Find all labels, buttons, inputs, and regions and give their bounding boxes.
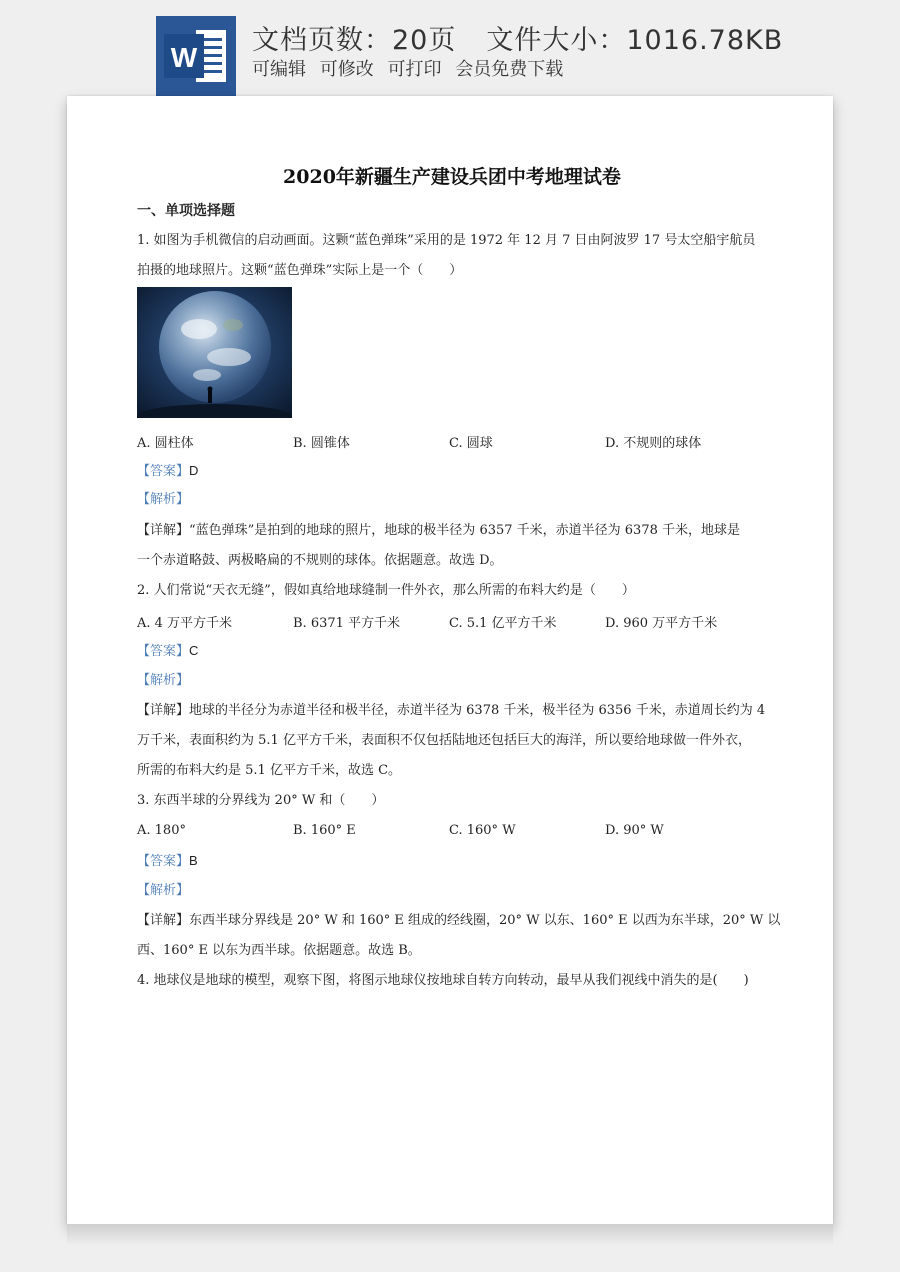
page-shadow (67, 1224, 833, 1246)
q2-option-a: A. 4 万平方千米 (137, 616, 233, 631)
feature-modifiable: 可修改 (319, 59, 374, 80)
feature-printable: 可打印 (387, 59, 442, 80)
banner-features (252, 55, 571, 81)
q3-option-b: B. 160° E (293, 823, 356, 838)
svg-text:W: W (170, 42, 198, 73)
feature-member-download: 会员免费下载 (455, 59, 564, 80)
q3-detail-line-2: 西、160° E 以东为西半球。依据题意。故选 B。 (137, 943, 421, 958)
detail-tag: 【详解】 (137, 913, 190, 928)
q2-option-d: D. 960 万平方千米 (605, 616, 718, 631)
analysis-tag: 【解析】 (137, 492, 190, 507)
detail-text: 东西半球分界线是 20° W 和 160° E 组成的经线圈，20° W 以东、160° E 以西为东半球，20° W 以 (189, 913, 781, 928)
detail-text: “蓝色弹珠”是拍到的地球的照片，地球的极半径为 6357 千米，赤道半径为 6378 千米，地球是 (189, 523, 741, 538)
detail-tag: 【详解】 (137, 523, 190, 538)
q3-option-d: D. 90° W (605, 823, 664, 838)
file-size: 文件大小：1016.78KB (486, 25, 784, 56)
q1-option-d: D. 不规则的球体 (605, 436, 702, 451)
q2-answer (137, 643, 198, 660)
q2-detail-line-2: 万千米，表面积约为 5.1 亿平方千米，表面积不仅包括陆地还包括巨大的海洋，所以要给地球做一件外衣， (137, 733, 751, 748)
answer-tag: 【答案】 (137, 854, 190, 869)
page-count: 文档页数：20页 (252, 25, 457, 56)
answer-tag: 【答案】 (137, 464, 190, 479)
download-banner (0, 0, 900, 96)
q2-detail-line-3: 所需的布料大约是 5.1 亿平方千米，故选 C。 (137, 763, 402, 778)
earth-photo (137, 287, 292, 418)
question-4-line-1: 4. 地球仪是地球的模型，观察下图，将图示地球仪按地球自转方向转动，最早从我们视线中消失的是( ) (137, 973, 749, 988)
q1-option-a: A. 圆柱体 (137, 436, 194, 451)
question-1-line-2: 拍摄的地球照片。这颗“蓝色弹珠”实际上是一个（ ） (137, 263, 463, 278)
banner-file-info (252, 18, 783, 57)
q1-option-c: C. 圆球 (449, 436, 493, 451)
q2-option-b: B. 6371 平方千米 (293, 616, 401, 631)
question-1-line-1: 1. 如图为手机微信的启动画面。这颗“蓝色弹珠”采用的是 1972 年 12 月 7 日由阿波罗 17 号太空船宇航员 (137, 233, 756, 248)
q1-detail-line-1 (137, 523, 740, 539)
answer-tag: 【答案】 (137, 644, 190, 659)
detail-text: 地球的半径分为赤道半径和极半径，赤道半径为 6378 千米，极半径为 6356 千米，赤道周长约为 4 (189, 703, 766, 718)
section-heading: 一、单项选择题 (137, 203, 235, 219)
q1-detail-line-2: 一个赤道略鼓、两极略扁的不规则的球体。依据题意。故选 D。 (137, 553, 503, 568)
q2-detail-line-1 (137, 703, 765, 719)
page-title: 2020年新疆生产建设兵团中考地理试卷 (283, 166, 621, 188)
detail-tag: 【详解】 (137, 703, 190, 718)
question-2-line-1: 2. 人们常说“天衣无缝”，假如真给地球缝制一件外衣，那么所需的布料大约是（ ） (137, 583, 635, 598)
q3-analysis (137, 883, 189, 899)
analysis-tag: 【解析】 (137, 883, 190, 898)
q3-detail-line-1 (137, 913, 780, 929)
document-page (67, 96, 833, 1224)
q3-answer (137, 853, 198, 870)
q2-analysis (137, 673, 189, 689)
question-3-line-1: 3. 东西半球的分界线为 20° W 和（ ） (137, 793, 385, 808)
analysis-tag: 【解析】 (137, 673, 190, 688)
q2-option-c: C. 5.1 亿平方千米 (449, 616, 557, 631)
feature-editable: 可编辑 (252, 59, 306, 80)
answer-value: C (189, 643, 199, 658)
q3-option-a: A. 180° (137, 823, 186, 838)
word-icon (156, 16, 236, 96)
q1-answer (137, 463, 198, 480)
q3-option-c: C. 160° W (449, 823, 516, 838)
answer-value: D (189, 463, 199, 478)
answer-value: B (189, 853, 198, 868)
q1-option-b: B. 圆锥体 (293, 436, 350, 451)
q1-analysis (137, 492, 189, 508)
